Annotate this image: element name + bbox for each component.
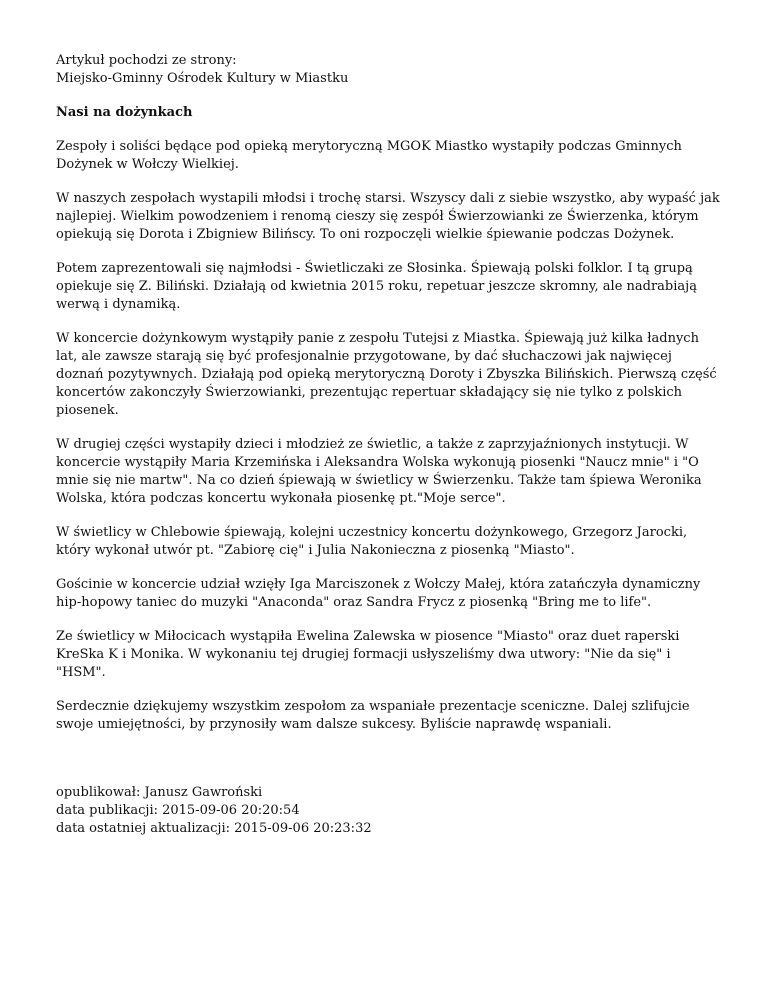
article-page bbox=[56, 52, 720, 838]
article-title: Nasi na dożynkach bbox=[56, 105, 193, 120]
article-paragraph: Potem zaprezentowali się najmłodsi - Świetliczaki ze Słosinka. Śpiewają polski folklor. I tą grupą opiekuje się Z. Biliński. Działają od kwietnia 2015 roku, repetuar jeszcze skromny, ale nadrabiają werwą i dynamiką. bbox=[56, 261, 697, 312]
article-paragraph: Ze świetlicy w Miłocicach wystąpiła Ewelina Zalewska w piosence "Miasto" oraz duet raperski KreSka K i Monika. W wykonaniu tej drugiej formacji usłyszeliśmy dwa utwory: "Nie da się" i "HSM". bbox=[56, 629, 680, 680]
article-paragraph: W naszych zespołach wystapili młodsi i trochę starsi. Wszyscy dali z siebie wszystko, aby wypaść jak najlepiej. Wielkim powodzeniem i renomą cieszy się zespół Świerzowianki ze Świerzenka, którym opiekują się Dorota i Zbigniew Bilińscy. To oni rozpoczęli wielkie śpiewanie podczas Dożynek. bbox=[56, 191, 720, 242]
publish-date-line: data publikacji: 2015-09-06 20:20:54 bbox=[56, 803, 300, 818]
article-paragraph: W drugiej części wystapiły dzieci i młodzież ze świetlic, a także z zaprzyjaźnionych instytucji. W koncercie wystąpiły Maria Krzemińska i Aleksandra Wolska wykonują piosenki "Naucz mnie" i "O mnie się nie martw". Na co dzień śpiewają w świetlicy w Świerzenku. Także tam śpiewa Weronika Wolska, która podczas koncertu wykonała piosenkę pt."Moje serce". bbox=[56, 437, 702, 506]
update-date-line: data ostatniej aktualizacji: 2015-09-06 20:23:32 bbox=[56, 821, 372, 836]
article-paragraph: W świetlicy w Chlebowie śpiewają, kolejni uczestnicy koncertu dożynkowego, Grzegorz Jarocki, który wykonał utwór pt. "Zabiorę cię" i Julia Nakonieczna z piosenką "Miasto". bbox=[56, 525, 688, 558]
article-meta bbox=[56, 784, 720, 838]
source-site-name: Miejsko-Gminny Ośrodek Kultury w Miastku bbox=[56, 71, 349, 86]
author-line: opublikował: Janusz Gawroński bbox=[56, 785, 263, 800]
article-paragraph: Serdecznie dziękujemy wszystkim zespołom za wspaniałe prezentacje sceniczne. Dalej szlifujcie swoje umiejętności, by przynosiły wam dalsze sukcesy. Byliście naprawdę wspaniali. bbox=[56, 699, 690, 732]
source-label: Artykuł pochodzi ze strony: bbox=[56, 53, 237, 68]
source-info bbox=[56, 52, 720, 88]
article-paragraph: Gościnie w koncercie udział wzięły Iga Marciszonek z Wołczy Małej, która zatańczyła dynamiczny hip-hopowy taniec do muzyki "Anaconda" oraz Sandra Frycz z piosenką "Bring me to life". bbox=[56, 577, 701, 610]
article-paragraph: W koncercie dożynkowym wystąpiły panie z zespołu Tutejsi z Miastka. Śpiewają już kilka ładnych lat, ale zawsze starają się być profesjonalnie przygotowane, by dać słuchaczowi jak najwięcej doznań pozytywnych. Działają pod opieką merytoryczną Doroty i Zbyszka Bilińskich. Pierwszą część koncertów zakonczyły Świerzowianki, prezentując repertuar składający się nie tylko z polskich piosenek. bbox=[56, 331, 717, 418]
article-paragraph: Zespoły i soliści będące pod opieką merytoryczną MGOK Miastko wystapiły podczas Gminnych Dożynek w Wołczy Wielkiej. bbox=[56, 139, 682, 172]
